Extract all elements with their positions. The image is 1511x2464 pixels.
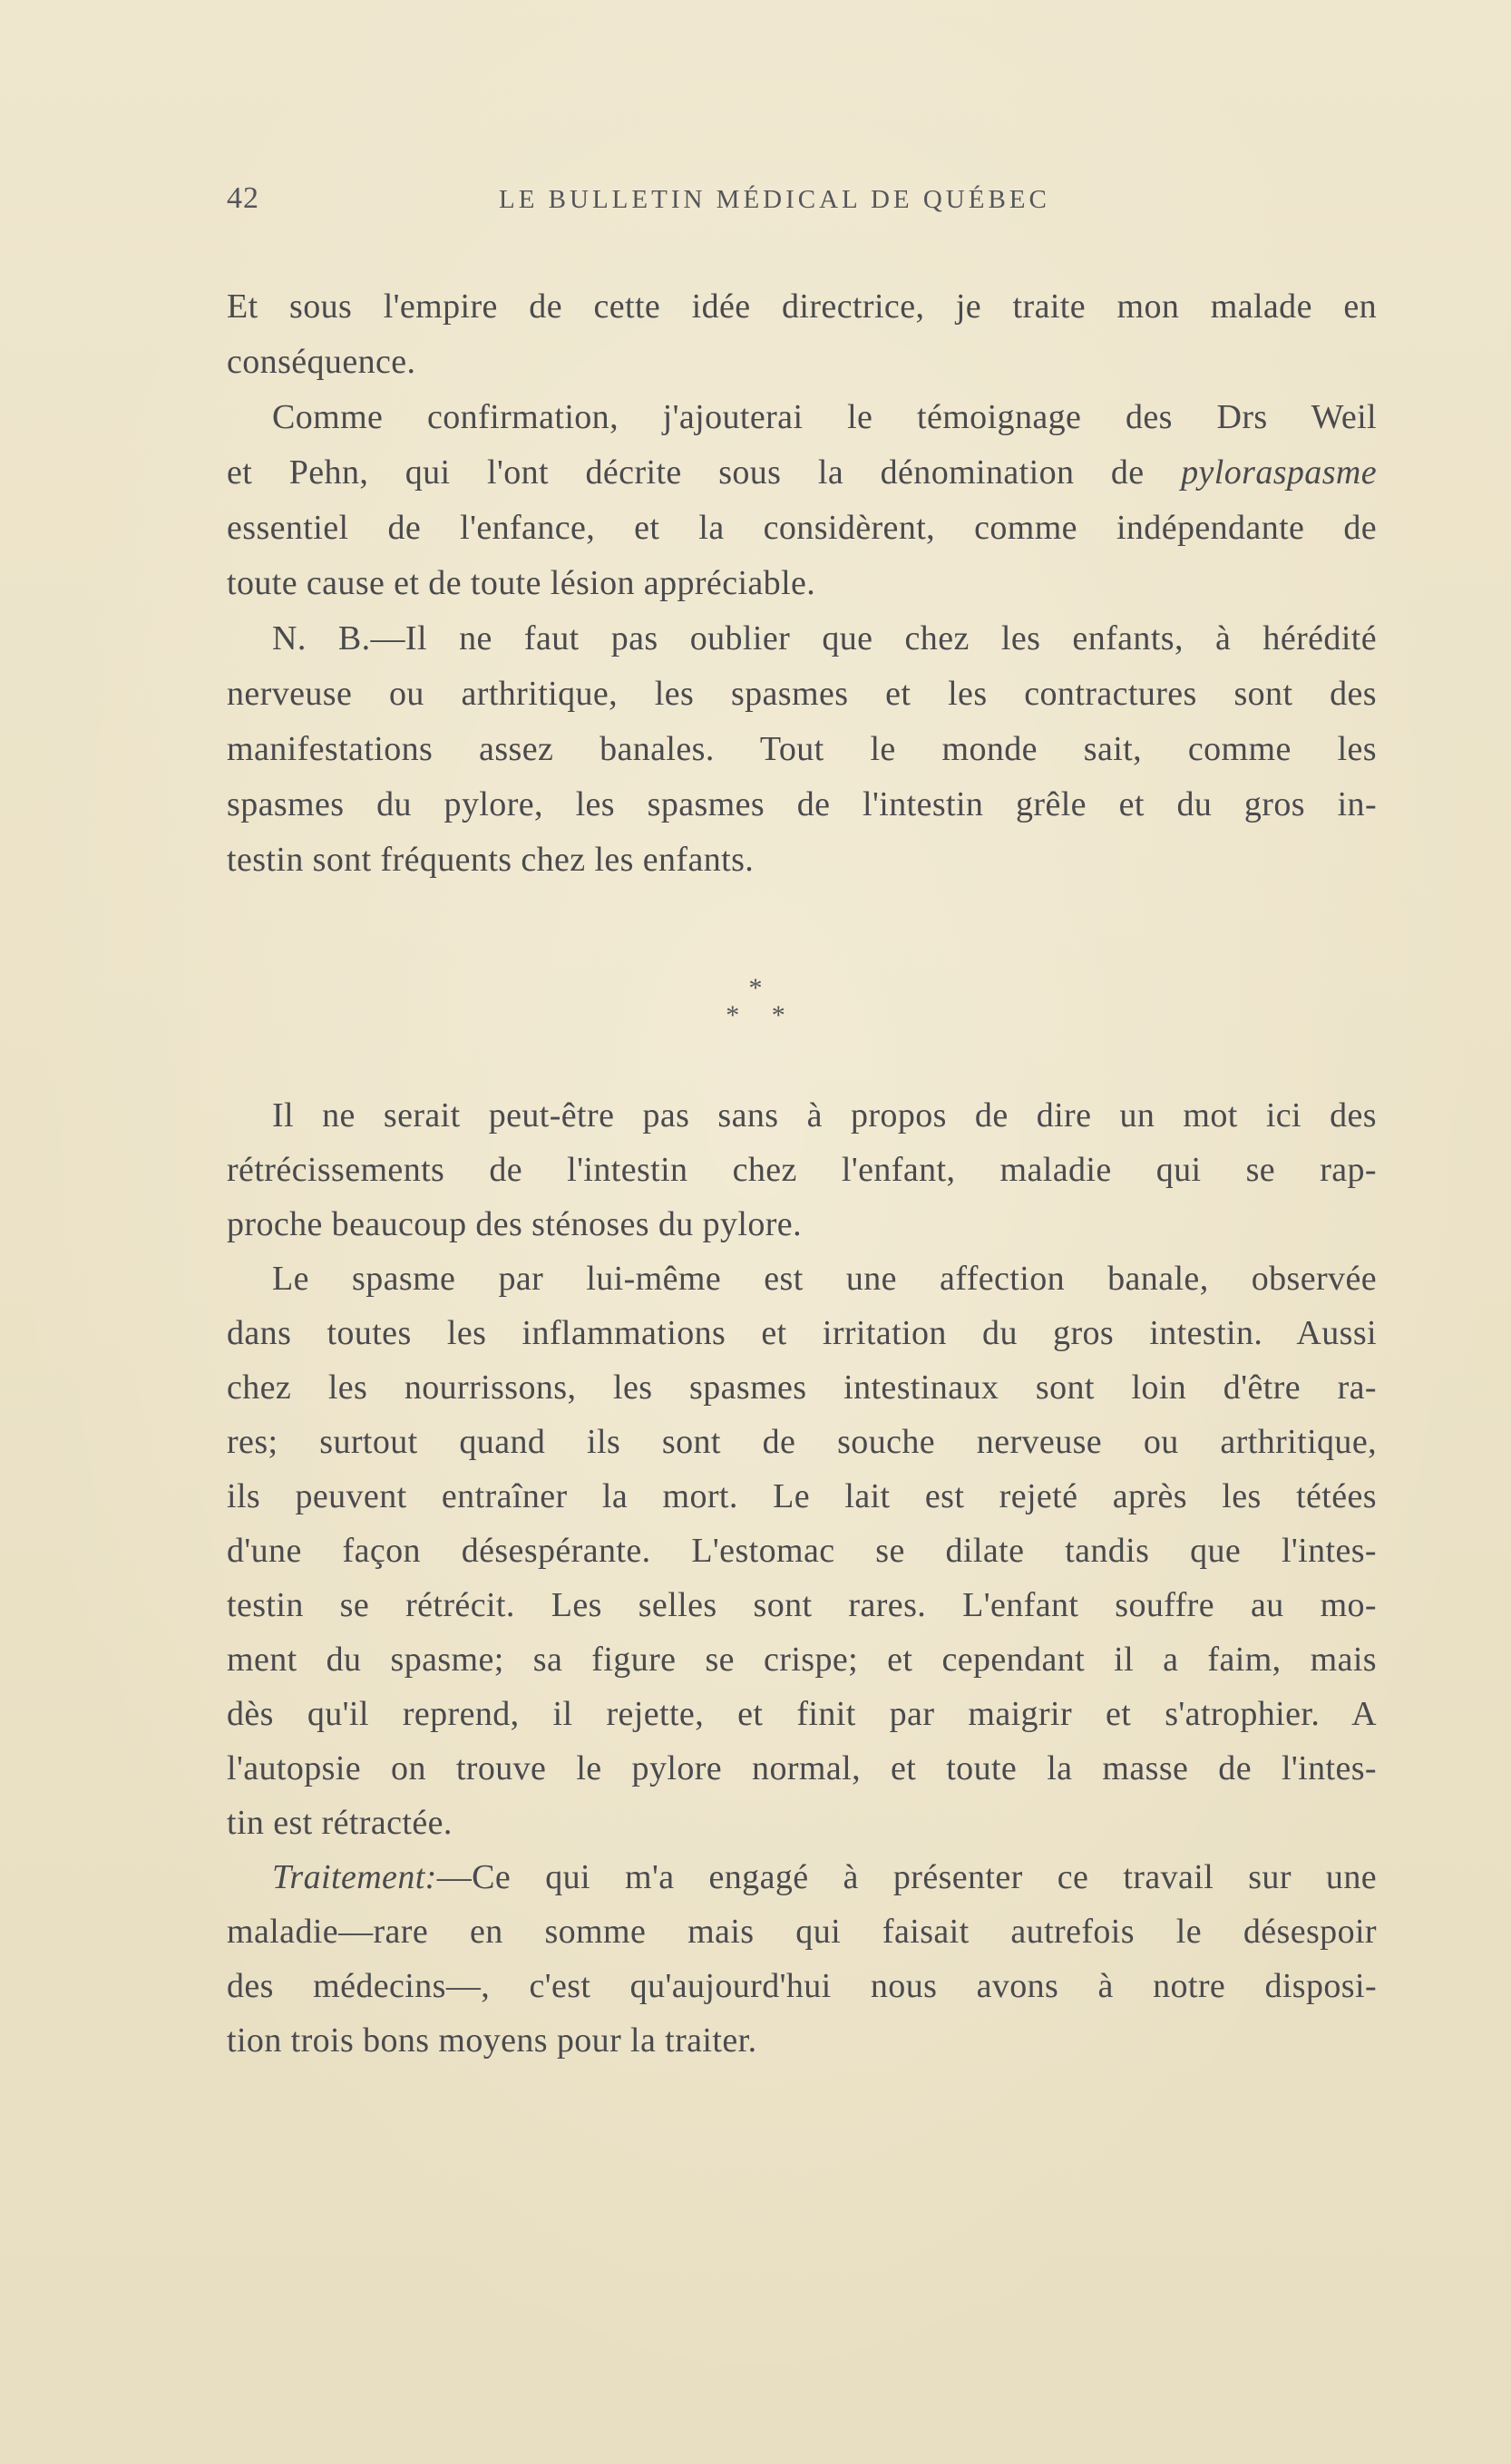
text-line: tion trois bons moyens pour la traiter. <box>227 2021 757 2060</box>
text-line: ment du spasme; sa figure se crispe; et cependant il a faim, mais <box>227 1641 1377 1679</box>
text-line: ils peuvent entraîner la mort. Le lait est rejeté après les tétées <box>227 1477 1377 1515</box>
text-line: Comme confirmation, j'ajouterai le témoignage des Drs Weil <box>272 398 1377 436</box>
text-line: res; surtout quand ils sont de souche nerveuse ou arthritique, <box>227 1423 1377 1461</box>
text-line: dès qu'il reprend, il rejette, et finit par maigrir et s'atrophier. A <box>227 1695 1377 1733</box>
separator-star-bottom: * * <box>726 1000 798 1030</box>
running-title: LE BULLETIN MÉDICAL DE QUÉBEC <box>499 185 1050 214</box>
section-separator <box>0 975 1511 1029</box>
text-line: d'une façon désespérante. L'estomac se dilate tandis que l'intes- <box>227 1532 1377 1570</box>
italic-heading: Traitement: <box>272 1858 437 1896</box>
text-line: nerveuse ou arthritique, les spasmes et les contractures sont des <box>227 675 1377 713</box>
text-line: toute cause et de toute lésion appréciable. <box>227 564 816 602</box>
text-line: tin est rétractée. <box>227 1804 453 1842</box>
text-line: testin sont fréquents chez les enfants. <box>227 841 755 879</box>
italic-term: pyloraspasme <box>1181 453 1378 492</box>
text-line: Et sous l'empire de cette idée directrice, je traite mon malade en <box>227 287 1377 326</box>
section-1 <box>227 279 1377 888</box>
text-line: l'autopsie on trouve le pylore normal, et toute la masse de l'intes- <box>227 1749 1377 1787</box>
text-line: des médecins—, c'est qu'aujourd'hui nous avons à notre disposi- <box>227 1967 1377 2005</box>
text-line: maladie—rare en somme mais qui faisait autrefois le désespoir <box>227 1913 1377 1951</box>
text-line: conséquence. <box>227 343 416 381</box>
text-line: essentiel de l'enfance, et la considèrent, comme indépendante de <box>227 509 1377 547</box>
text-line: Il ne serait peut-être pas sans à propos de dire un mot ici des <box>272 1096 1377 1135</box>
text-line-rest: —Ce qui m'a engagé à présenter ce travail sur une <box>436 1858 1377 1896</box>
text-line: rétrécissements de l'intestin chez l'enfant, maladie qui se rap- <box>227 1151 1377 1189</box>
text-line: N. B.—Il ne faut pas oublier que chez les enfants, à hérédité <box>272 619 1377 657</box>
page-header <box>227 181 1106 229</box>
text-line: chez les nourrissons, les spasmes intestinaux sont loin d'être ra- <box>227 1368 1377 1407</box>
text-line: proche beaucoup des sténoses du pylore. <box>227 1205 802 1243</box>
separator-star-top: * <box>748 973 763 1003</box>
text-line: spasmes du pylore, les spasmes de l'intestin grêle et du gros in- <box>227 785 1377 823</box>
section-2 <box>227 1088 1377 2068</box>
page-number: 42 <box>227 181 259 215</box>
text-line-start: et Pehn, qui l'ont décrite sous la dénomination de <box>227 453 1145 492</box>
text-line: testin se rétrécit. Les selles sont rares. L'enfant souffre au mo- <box>227 1586 1377 1624</box>
text-line <box>227 445 1377 501</box>
text-line: Le spasme par lui-même est une affection banale, observée <box>272 1260 1377 1298</box>
text-line: manifestations assez banales. Tout le monde sait, comme les <box>227 730 1377 768</box>
text-line <box>227 1850 1377 1904</box>
text-line: dans toutes les inflammations et irritation du gros intestin. Aussi <box>227 1314 1377 1352</box>
